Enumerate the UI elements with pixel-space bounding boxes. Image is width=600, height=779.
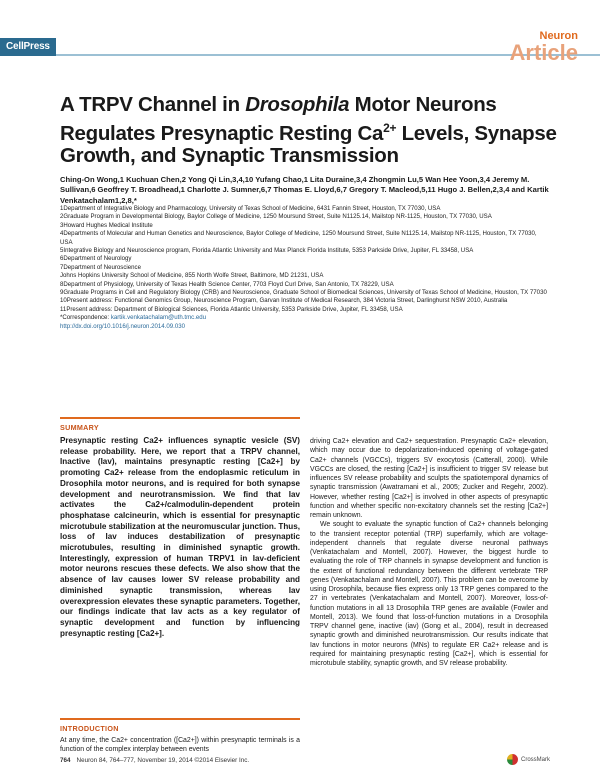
affiliation: 6Department of Neurology [60,255,132,263]
summary-heading: SUMMARY [60,423,99,432]
intro-rule [60,718,300,720]
journal-citation: Neuron 84, 764–777, November 19, 2014 ©2014 Elsevier Inc. [76,757,250,764]
affiliation: 7Department of Neuroscience [60,263,141,271]
author-list: Ching-On Wong,1 Kuchuan Chen,2 Yong Qi Lin,3,4,10 Yufang Chao,1 Lita Duraine,3,4 Zhongmin Lu,5 Wan Hee Yoon,3,4 Jeremy M. Sullivan,6 Geoffrey T. Broadhead,1 Charlotte J. Sumner,6,7 Thomas E. Lloyd,6,7 Gregory T. Macleod,5,11 Hugo J. Bellen,2,3,4 and Kartik Venkatachalam1,2,8,* [60,175,549,205]
publisher-logo: CellPress [0,38,56,56]
journal-name: Neuron [539,30,578,42]
intro-text: At any time, the Ca2+ concentration ([Ca2+]) within presynaptic terminals is a function of the complex interplay between events [60,737,300,754]
summary-rule [60,417,300,419]
affiliation: 4Departments of Molecular and Human Genetics and Neuroscience, Baylor College of Medicine, 1250 Moursund Street, Suite N1125.14, Mailstop NR-1125, Houston, TX 77030, USA [60,230,537,246]
body-paragraph: driving Ca2+ elevation and Ca2+ sequestration. Presynaptic Ca2+ elevation, which may occur due to depolarization-induced opening of voltage-gated Ca2+ channels (VGCCs), triggers SV exocytosis (Catterall, 2000). While VGCCs are closed, the resting [Ca2+] is insufficient to trigger SV release but influences SV release probability and sculpts the spatiotemporal dynamics of synaptic transmission (Awatramani et al., 2005; Zucker and Regehr, 2002). However, whether resting [Ca2+] is involved in other aspects of presynaptic function and whether specific non-excitatory channels set the resting [Ca2+] remain unknown. [310,438,548,519]
affiliation: 8Department of Physiology, University of Texas Health Science Center, 7703 Floyd Curl Drive, San Antonio, TX 78229, USA [60,280,394,288]
crossmark-badge[interactable]: CrossMark [507,754,550,765]
body-right-column [310,437,548,668]
affiliation: 11Present address: Department of Biological Sciences, Florida Atlantic University, 5353 Parkside Drive, Jupiter, FL 33458, USA [60,305,403,313]
summary-text: Presynaptic resting Ca2+ influences synaptic vesicle (SV) release probability. Here, we report that a TRPV channel, Inactive (Iav), maintains presynaptic resting [Ca2+] by promoting Ca2+ release from the endoplasmic reticulum in Drosophila motor neurons, and is required for both synapse development and neurotransmission. We find that Iav activates the Ca2+/calmodulin-dependent protein phosphatase calcineurin, which is essential for presynaptic microtubule stabilization at the neuromuscular junction. Thus, loss of Iav induces destabilization of presynaptic microtubules, resulting in diminished synaptic growth. Interestingly, expression of human TRPV1 in Iav-deficient motor neurons rescues these defects. We also show that the absence of Iav causes lower SV release probability and diminished synaptic transmission, whereas Iav overexpression elevates these synaptic parameters. Together, our findings indicate that Iav acts as a key regulator of synaptic development and function by influencing presynaptic resting [Ca2+]. [60,436,300,638]
crossmark-icon [507,754,518,765]
doi-link[interactable]: http://dx.doi.org/10.1016/j.neuron.2014.09.030 [60,322,186,330]
article-type: Article [509,40,578,65]
affiliation: 5Integrative Biology and Neuroscience program, Florida Atlantic University and Max Planck Florida Institute, 5353 Parkside Drive, Jupiter, FL 33458, USA [60,247,474,255]
page-number: 764 [60,757,71,764]
email-link[interactable]: kartik.venkatachalam@uth.tmc.edu [110,314,207,322]
affiliation: Johns Hopkins University School of Medicine, 855 North Wolfe Street, Baltimore, MD 21231, USA [60,272,324,280]
affiliation: 10Present address: Functional Genomics Group, Neuroscience Program, Garvan Institute of Medical Research, 384 Victoria Street, Darlinghurst NSW 2010, Australia [60,297,508,305]
page-header [0,0,600,64]
affiliations [60,205,550,331]
affiliation: 1Department of Integrative Biology and Pharmacology, University of Texas School of Medicine, 6431 Fannin Street, Houston, TX 77030, USA [60,205,441,212]
page-footer [60,757,550,764]
affiliation: 3Howard Hughes Medical Institute [60,221,153,229]
intro-heading: INTRODUCTION [60,724,119,733]
paper-title: A TRPV Channel in Drosophila Motor Neurons Regulates Presynaptic Resting $Ca^{2+}$ Levels, Synapse Growth, and Synaptic Transmission [60,93,557,167]
body-paragraph: We sought to evaluate the synaptic function of Ca2+ channels belonging to the transient receptor potential (TRP) superfamily, which are voltage-independent channels that regulate diverse neuronal pathways (Venkatachalam and Montell, 2007). However, the biggest hurdle to evaluating the role of TRP channels in synapse development and function is the extent of functional redundancy between the different vertebrate TRP genes (Venkatachalam and Montell, 2007). This problem can be overcome by using Drosophila, because flies express only 13 TRP genes compared to the 27 in vertebrates (Venkatachalam and Montell, 2007). Moreover, loss-of-function mutations in all 13 Drosophila TRP genes are available (Fowler and Montell, 2013). We found that loss-of-function mutations in a Drosophila TRPV channel gene, inactive (iav) (Gong et al., 2004), result in decreased synaptic growth and diminished neurotransmission. Our results indicate that Iav functions in motor neurons (MNs) to regulate ER Ca2+ release and is required for maintaining presynaptic resting [Ca2+], which is essential for microtubule stability, synaptic growth, and SV release probability. [310,521,548,667]
correspondence: *Correspondence: kartik.venkatachalam@uth.tmc.edu [60,314,207,322]
affiliation: 9Graduate Programs in Cell and Regulatory Biology (CRB) and Neuroscience, Graduate School of Biomedical Sciences, University of Texas School of Medicine, Houston, TX 77030 [60,289,547,297]
affiliation: 2Graduate Program in Developmental Biology, Baylor College of Medicine, 1250 Moursund Street, Suite N1125.14, Mailstop NR-1125, Houston, TX 77030, USA [60,213,492,221]
